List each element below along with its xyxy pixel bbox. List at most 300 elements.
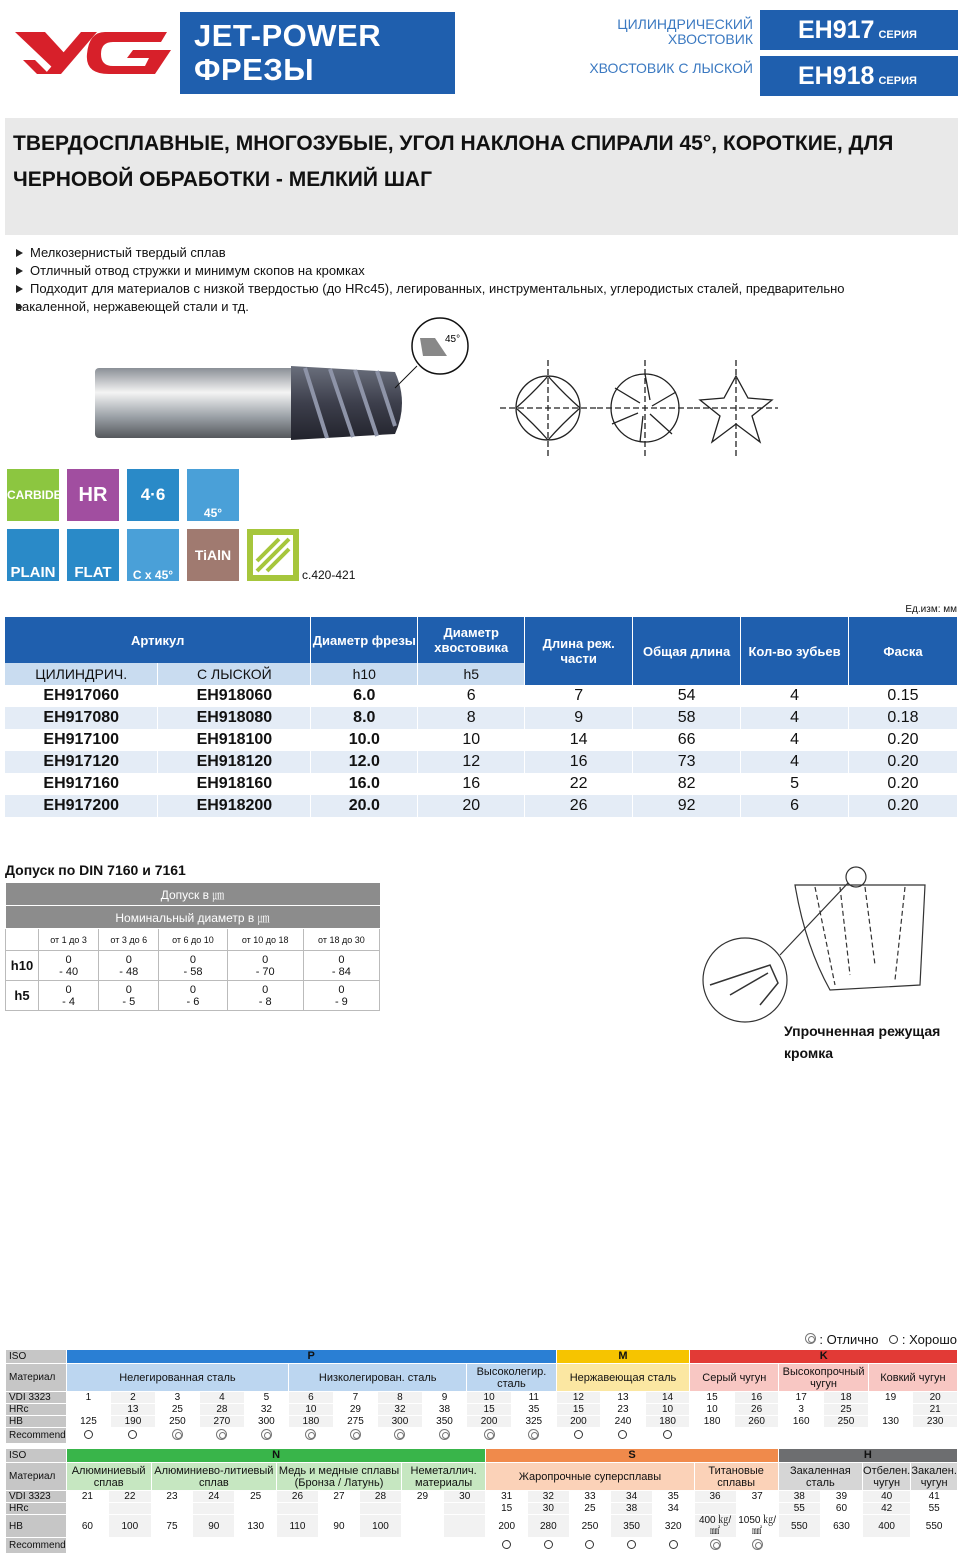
hr-icon: HR: [65, 467, 121, 523]
brand-line-2: ФРЕЗЫ: [194, 52, 315, 87]
slotting-icon: [245, 527, 301, 583]
hrc-value: 55: [911, 1503, 958, 1515]
hrc-value: [444, 1503, 486, 1515]
vdi-value: 31: [486, 1491, 528, 1503]
excellent-icon: [439, 1429, 450, 1440]
hb-value: 400: [863, 1515, 911, 1538]
hrc-value: 23: [601, 1404, 646, 1416]
lower-deviation: - 70: [255, 965, 275, 978]
vdi-value: 12: [556, 1392, 601, 1404]
title-line-1: ТВЕРДОСПЛАВНЫЕ, МНОГОЗУБЫЕ, УГОЛ НАКЛОНА СПИРАЛИ 45°, КОРОТКИЕ, ДЛЯ: [13, 132, 894, 155]
tolerance-value: [99, 951, 159, 981]
material-name: Закаленная сталь: [778, 1463, 862, 1491]
hb-value: 250: [155, 1416, 199, 1428]
article-cyl: EH917160: [5, 773, 158, 795]
vdi-value: 21: [66, 1491, 108, 1503]
excellent-icon: [528, 1429, 539, 1440]
hrc-value: 38: [422, 1404, 467, 1416]
recommend-cell: [868, 1428, 913, 1444]
hrc-value: 32: [378, 1404, 423, 1416]
iso-group-N: N: [66, 1449, 486, 1463]
flutes-icon: 4·6: [125, 467, 181, 523]
good-icon: [618, 1430, 627, 1439]
shank-diameter: 10: [418, 729, 525, 751]
hb-value: 100: [109, 1515, 151, 1538]
hrc-value: 35: [511, 1404, 556, 1416]
material-name: Алюминиево-литиевый сплав: [151, 1463, 277, 1491]
hb-value: 270: [200, 1416, 244, 1428]
hb-value: 250: [824, 1416, 869, 1428]
excellent-icon: [752, 1539, 763, 1550]
series-code: EH917: [798, 16, 875, 44]
hrc-value: 15: [486, 1503, 528, 1515]
series-box-eh918: [760, 56, 958, 96]
hb-value: 350: [611, 1515, 653, 1538]
article-cyl: EH917120: [5, 751, 158, 773]
recommend-cell: [193, 1538, 235, 1554]
unit-label: Ед.изм: мм: [905, 604, 957, 615]
feature-list: [14, 244, 944, 316]
cut-diameter: 12.0: [311, 751, 418, 773]
header-cut-diameter: Диаметр фрезы: [311, 617, 418, 663]
vdi-value: 11: [511, 1392, 556, 1404]
lower-deviation: - 9: [334, 995, 348, 1008]
vdi-value: 18: [824, 1392, 869, 1404]
cut-length: 26: [525, 795, 633, 817]
iso-group-M: M: [556, 1350, 690, 1364]
header-chamfer: Фаска: [848, 617, 957, 685]
range-cell: от 18 до 30: [303, 929, 379, 951]
iso-group-P: P: [66, 1350, 556, 1364]
good-icon: [669, 1540, 678, 1549]
hrc-label: HRc: [6, 1404, 67, 1416]
hrc-value: [318, 1503, 359, 1515]
recommend-cell: [109, 1538, 151, 1554]
cut-length: 22: [525, 773, 633, 795]
hrc-value: 21: [913, 1404, 958, 1416]
vdi-value: 22: [109, 1491, 151, 1503]
carbide-icon: CARBIDE: [5, 467, 61, 523]
material-name: Закален. чугун: [911, 1464, 957, 1489]
hb-value: 350: [422, 1416, 467, 1428]
vdi-value: 30: [444, 1491, 486, 1503]
good-icon: [663, 1430, 672, 1439]
material-label: Материал: [6, 1463, 67, 1491]
vdi-value: 2: [111, 1392, 155, 1404]
hrc-value: 15: [556, 1404, 601, 1416]
header-article: Артикул: [5, 617, 311, 663]
hb-value: 130: [235, 1515, 277, 1538]
range-cell: от 3 до 6: [99, 929, 159, 951]
hrc-value: [360, 1503, 402, 1515]
vdi-value: 6: [289, 1392, 334, 1404]
total-length: 73: [633, 751, 741, 773]
lower-deviation: - 58: [183, 965, 203, 978]
vdi-value: 14: [645, 1392, 690, 1404]
hrc-value: [66, 1404, 110, 1416]
article-flat: EH918060: [158, 685, 311, 707]
hrc-value: [151, 1503, 193, 1515]
cut-diameter: 16.0: [311, 773, 418, 795]
hb-value: 75: [151, 1515, 193, 1538]
good-icon: [128, 1430, 137, 1439]
total-length: 66: [633, 729, 741, 751]
teeth-count: 4: [741, 685, 849, 707]
recommend-cell: [911, 1538, 958, 1554]
helix-45-icon: 45°: [185, 467, 241, 523]
hb-value: 180: [289, 1416, 334, 1428]
hrc-value: 60: [820, 1503, 862, 1515]
hrc-value: [66, 1503, 108, 1515]
vdi-value: 36: [694, 1491, 736, 1503]
material-name: Жаропрочные суперсплавы: [486, 1463, 694, 1491]
article-flat: EH918200: [158, 795, 311, 817]
hrc-value: 13: [111, 1404, 155, 1416]
cut-diameter: 8.0: [311, 707, 418, 729]
recommend-cell: [444, 1538, 486, 1554]
recommend-label: Recommend: [6, 1428, 67, 1444]
product-table: [5, 617, 958, 817]
product-row: [5, 773, 958, 795]
vdi-value: 29: [401, 1491, 443, 1503]
feature-item: Мелкозернистый твердый сплав: [14, 244, 944, 262]
hrc-value: 26: [734, 1404, 778, 1416]
recommend-cell: [778, 1538, 820, 1554]
hb-value: 200: [467, 1416, 512, 1428]
excellent-icon: [484, 1429, 495, 1440]
recommend-cell: [652, 1538, 694, 1554]
chamfer-size: 0.18: [848, 707, 957, 729]
header-cut-length: Длина реж. части: [525, 617, 633, 685]
hrc-value: [401, 1503, 443, 1515]
caption-line: кромка: [784, 1045, 834, 1061]
article-cyl: EH917100: [5, 729, 158, 751]
hb-label: HB: [6, 1515, 67, 1538]
page-reference: с.420-421: [302, 568, 356, 582]
iso-materials-table-1: [5, 1349, 958, 1444]
yg-logo: [5, 12, 178, 94]
vdi-value: 35: [652, 1491, 694, 1503]
material-name: Ковкий чугун: [868, 1364, 957, 1392]
material-name: Медь и медные сплавы (Бронза / Латунь): [277, 1463, 402, 1491]
recommend-cell: [333, 1428, 378, 1444]
legend-excellent: Отлично: [826, 1332, 879, 1347]
good-icon: [502, 1540, 511, 1549]
shank-diameter: 12: [418, 751, 525, 773]
article-cyl: EH917200: [5, 795, 158, 817]
tolerance-value: [99, 981, 159, 1011]
excellent-icon: [216, 1429, 227, 1440]
end-mill-illustration: [95, 316, 475, 451]
vdi-value: 5: [244, 1392, 288, 1404]
material-name: Нелегированная сталь: [66, 1364, 288, 1392]
hb-value: 275: [333, 1416, 378, 1428]
range-cell: от 10 до 18: [227, 929, 303, 951]
feature-item: Подходит для материалов с низкой твердостью (до HRc45), легированных, инструментальных, углеродистых сталей, предварительно: [14, 280, 944, 298]
vdi-value: 9: [422, 1392, 467, 1404]
vdi-value: 15: [690, 1392, 734, 1404]
material-name: Отбелен. чугун: [863, 1464, 911, 1489]
hb-value: 180: [690, 1416, 734, 1428]
recommend-cell: [820, 1538, 862, 1554]
recommend-cell: [736, 1538, 778, 1554]
header-flat: С ЛЫСКОЙ: [158, 663, 311, 685]
shank-diameter: 16: [418, 773, 525, 795]
brand-title-box: [180, 12, 455, 94]
recommend-cell: [401, 1538, 443, 1554]
iso-group-S: S: [486, 1449, 778, 1463]
material-label: Материал: [6, 1364, 67, 1392]
cut-diameter: 20.0: [311, 795, 418, 817]
nominal-diameter-header: Номинальный диаметр в ㎛: [6, 906, 380, 929]
tolerance-value: [227, 981, 303, 1011]
recommend-cell: [467, 1428, 512, 1444]
material-name: Низколегирован. сталь: [289, 1364, 467, 1392]
excellent-icon: [394, 1429, 405, 1440]
hrc-value: 42: [863, 1503, 911, 1515]
article-flat: EH918100: [158, 729, 311, 751]
upper-deviation: 0: [338, 953, 345, 966]
flat-shank-icon: FLAT: [65, 527, 121, 583]
upper-deviation: 0: [125, 983, 132, 996]
iso-materials-table-2: [5, 1448, 958, 1554]
upper-deviation: 0: [262, 983, 269, 996]
chamfer-size: 0.20: [848, 751, 957, 773]
hrc-value: 25: [824, 1404, 869, 1416]
hrc-label: HRc: [6, 1503, 67, 1515]
vdi-value: 20: [913, 1392, 958, 1404]
vdi-value: 40: [863, 1491, 911, 1503]
header-total-length: Общая длина: [633, 617, 741, 685]
hrc-value: 32: [244, 1404, 288, 1416]
recommend-label: Recommend: [6, 1538, 67, 1554]
recommend-cell: [694, 1538, 736, 1554]
product-row: [5, 685, 958, 707]
lower-deviation: - 8: [258, 995, 272, 1008]
cut-length: 14: [525, 729, 633, 751]
hrc-value: 28: [200, 1404, 244, 1416]
tolerance-row: [6, 951, 380, 981]
vdi-value: 38: [778, 1491, 820, 1503]
tolerance-value: [303, 951, 379, 981]
hrc-value: [193, 1503, 235, 1515]
hb-value: [401, 1515, 443, 1538]
tolerance-value: [39, 981, 99, 1011]
shank-diameter: 20: [418, 795, 525, 817]
feature-item-continued: закаленной, нержавеющей стали и тд.: [14, 298, 944, 316]
vdi-label: VDI 3323: [6, 1392, 67, 1404]
tolerance-value: [159, 951, 227, 981]
recommend-cell: [200, 1428, 244, 1444]
good-icon: [889, 1335, 898, 1344]
tolerance-value: [303, 981, 379, 1011]
product-row: [5, 729, 958, 751]
header-cut-tolerance: h10: [311, 663, 418, 685]
cut-diameter: 6.0: [311, 685, 418, 707]
title-line-2: ЧЕРНОВОЙ ОБРАБОТКИ - МЕЛКИЙ ШАГ: [13, 168, 433, 191]
hrc-value: 10: [690, 1404, 734, 1416]
material-name: Высоколегир. сталь: [467, 1364, 556, 1392]
recommend-cell: [235, 1538, 277, 1554]
vdi-value: 8: [378, 1392, 423, 1404]
tialn-coating-icon: TiAlN: [185, 527, 241, 583]
hb-value: 325: [511, 1416, 556, 1428]
cut-length: 16: [525, 751, 633, 773]
recommend-cell: [601, 1428, 646, 1444]
tolerance-value: [159, 981, 227, 1011]
vdi-value: 34: [611, 1491, 653, 1503]
vdi-value: 25: [235, 1491, 277, 1503]
recommend-cell: [378, 1428, 423, 1444]
hb-value: 550: [778, 1515, 820, 1538]
total-length: 82: [633, 773, 741, 795]
hrc-value: [235, 1503, 277, 1515]
recommend-cell: [422, 1428, 467, 1444]
vdi-value: 1: [66, 1392, 110, 1404]
excellent-icon: [805, 1333, 816, 1344]
vdi-value: 7: [333, 1392, 378, 1404]
article-cyl: EH917080: [5, 707, 158, 729]
vdi-value: 27: [318, 1491, 359, 1503]
range-cell: от 1 до 3: [39, 929, 99, 951]
feature-item: Отличный отвод стружки и минимум скопов на кромках: [14, 262, 944, 280]
hb-value: 160: [779, 1416, 824, 1428]
hb-value: 250: [569, 1515, 611, 1538]
chamfer-icon: C x 45°: [125, 527, 181, 583]
vdi-value: 4: [200, 1392, 244, 1404]
tolerance-header: Допуск в ㎛: [6, 883, 380, 906]
recommend-cell: [111, 1428, 155, 1444]
recommend-cell: [734, 1428, 778, 1444]
hb-value: 550: [911, 1515, 958, 1538]
upper-deviation: 0: [125, 953, 132, 966]
hb-value: 260: [734, 1416, 778, 1428]
upper-deviation: 0: [65, 983, 72, 996]
shank-diameter: 6: [418, 685, 525, 707]
vdi-value: 24: [193, 1491, 235, 1503]
product-row: [5, 751, 958, 773]
hrc-value: 15: [467, 1404, 512, 1416]
recommendation-legend: : Отлично : Хорошо: [805, 1332, 957, 1347]
hrc-value: 3: [779, 1404, 824, 1416]
tolerance-value: [227, 951, 303, 981]
plain-shank-icon: PLAIN: [5, 527, 61, 583]
vdi-label: VDI 3323: [6, 1491, 67, 1503]
vdi-value: 3: [155, 1392, 199, 1404]
good-icon: [84, 1430, 93, 1439]
hrc-value: 25: [155, 1404, 199, 1416]
header-shank-tolerance: h5: [418, 663, 525, 685]
good-icon: [544, 1540, 553, 1549]
hb-value: 200: [556, 1416, 601, 1428]
header-teeth: Кол-во зубьев: [741, 617, 849, 685]
material-name: Неметаллич. материалы: [401, 1463, 486, 1491]
vdi-value: 26: [277, 1491, 319, 1503]
recommend-cell: [155, 1428, 199, 1444]
chamfer-size: 0.15: [848, 685, 957, 707]
material-name: Титановые сплавы: [694, 1463, 778, 1491]
recommend-cell: [244, 1428, 288, 1444]
range-cell: от 6 до 10: [159, 929, 227, 951]
upper-deviation: 0: [262, 953, 269, 966]
good-icon: [574, 1430, 583, 1439]
product-row: [5, 707, 958, 729]
vdi-value: 23: [151, 1491, 193, 1503]
article-flat: EH918160: [158, 773, 311, 795]
upper-deviation: 0: [338, 983, 345, 996]
series-box-eh917: [760, 10, 958, 50]
cut-length: 7: [525, 685, 633, 707]
cut-diameter: 10.0: [311, 729, 418, 751]
recommend-cell: [863, 1538, 911, 1554]
hrc-value: 38: [611, 1503, 653, 1515]
hrc-value: 10: [289, 1404, 334, 1416]
material-name: Алюминиевый сплав: [66, 1463, 151, 1491]
teeth-count: 4: [741, 751, 849, 773]
reinforced-edge-caption: [784, 1020, 940, 1064]
excellent-icon: [710, 1539, 721, 1550]
upper-deviation: 0: [189, 953, 197, 966]
series-suffix: СЕРИЯ: [878, 75, 917, 87]
hb-value: 190: [111, 1416, 155, 1428]
recommend-cell: [318, 1538, 359, 1554]
lower-deviation: - 40: [59, 965, 79, 978]
lower-deviation: - 48: [119, 965, 139, 978]
vdi-value: 16: [734, 1392, 778, 1404]
recommend-cell: [528, 1538, 570, 1554]
tolerance-class: h5: [6, 981, 39, 1011]
recommend-cell: [277, 1538, 319, 1554]
hb-value: 90: [193, 1515, 235, 1538]
lower-deviation: - 84: [331, 965, 351, 978]
excellent-icon: [305, 1429, 316, 1440]
hb-value: 300: [378, 1416, 423, 1428]
caption-line: Упрочненная режущая: [784, 1023, 941, 1039]
vdi-value: 17: [779, 1392, 824, 1404]
hrc-value: 29: [333, 1404, 378, 1416]
recommend-cell: [824, 1428, 869, 1444]
hrc-value: 55: [778, 1503, 820, 1515]
iso-label: ISO: [6, 1350, 67, 1364]
teeth-count: 4: [741, 707, 849, 729]
recommend-cell: [611, 1538, 653, 1554]
hrc-value: 25: [569, 1503, 611, 1515]
recommend-cell: [66, 1538, 108, 1554]
tolerance-table: [5, 883, 380, 1011]
vdi-value: 13: [601, 1392, 646, 1404]
article-flat: EH918080: [158, 707, 311, 729]
hb-value: 200: [486, 1515, 528, 1538]
tolerance-value: [39, 951, 99, 981]
recommend-cell: [556, 1428, 601, 1444]
hb-value: 230: [913, 1416, 958, 1428]
hb-value: 300: [244, 1416, 288, 1428]
title-band: [5, 118, 958, 235]
brand-line-1: JET-POWER: [194, 18, 382, 53]
tolerance-class: h10: [6, 951, 39, 981]
hb-value: 125: [66, 1416, 110, 1428]
vdi-value: 41: [911, 1491, 958, 1503]
product-row: [5, 795, 958, 817]
hb-value: 110: [277, 1515, 319, 1538]
teeth-count: 6: [741, 795, 849, 817]
hb-value: 320: [652, 1515, 694, 1538]
hrc-value: [109, 1503, 151, 1515]
hb-value: 180: [645, 1416, 690, 1428]
header-cylindrical: ЦИЛИНДРИЧ.: [5, 663, 158, 685]
vdi-value: 32: [528, 1491, 570, 1503]
hb-value: 630: [820, 1515, 862, 1538]
